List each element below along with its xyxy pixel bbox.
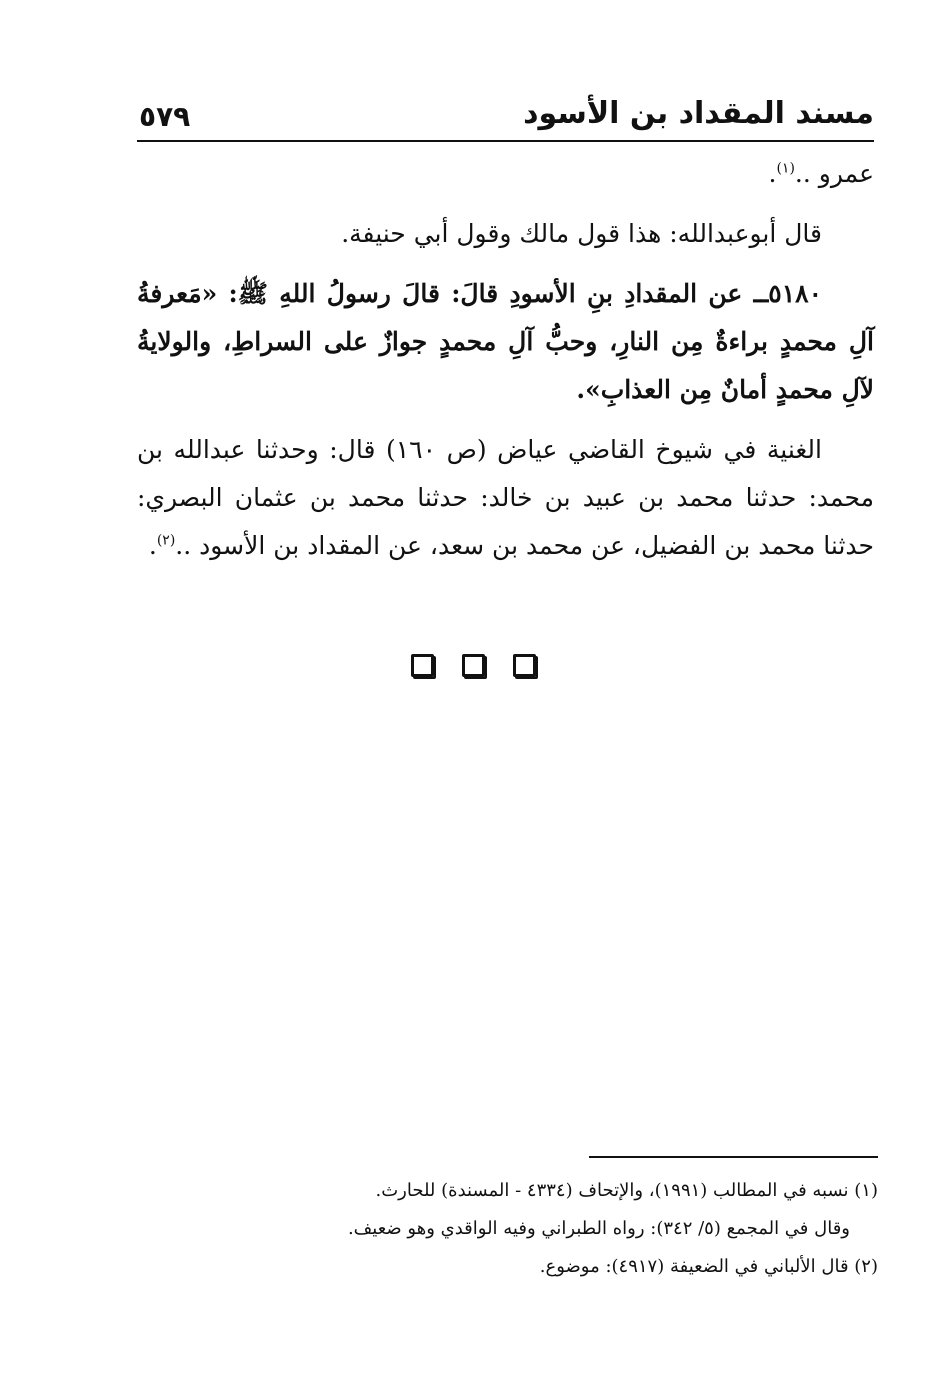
page-number: ٥٧٩ xyxy=(139,100,191,133)
footnote-2 xyxy=(137,1248,878,1286)
footnote-1-line-2: وقال في المجمع (٥/ ٣٤٢): رواه الطبراني وفيه الواقدي وهو ضعيف. xyxy=(347,1218,850,1239)
footnote-ref-1: (١) xyxy=(776,160,795,177)
running-title: مسند المقداد بن الأسود xyxy=(523,96,874,131)
source-paragraph xyxy=(137,426,874,570)
footnote-2-line-1: (٢) قال الألباني في الضعيفة (٤٩١٧): موضوع. xyxy=(539,1256,878,1277)
source-end: . xyxy=(148,531,157,560)
commentary-paragraph: قال أبوعبدالله: هذا قول مالك وقول أبي حنيفة. xyxy=(341,219,822,248)
hadith-paragraph: ٥١٨٠ــ عن المقدادِ بنِ الأسودِ قالَ: قالَ رسولُ اللهِ ﷺ: «مَعرفةُ آلِ محمدٍ براءةٌ مِن النارِ، وحبُّ آلِ محمدٍ جوازٌ على السراطِ، والولايةُ لآلِ محمدٍ أمانٌ مِن العذابِ». xyxy=(137,279,874,404)
continuation-text: عمرو .. xyxy=(794,159,874,188)
source-text: الغنية في شيوخ القاضي عياض (ص ١٦٠) قال: وحدثنا عبدالله بن محمد: حدثنا محمد بن عبيد بن خالد: حدثنا محمد بن عثمان البصري: حدثنا محمد بن الفضيل، عن محمد بن سعد، عن المقداد بن الأسود .. xyxy=(137,435,874,560)
continuation-end: . xyxy=(768,159,777,188)
separator-square-icon xyxy=(462,654,485,677)
header-rule xyxy=(137,140,874,142)
footnote-1-line-1: (١) نسبه في المطالب (١٩٩١)، والإتحاف (٤٣٣٤ - المسندة) للحارث. xyxy=(375,1180,878,1201)
separator-square-icon xyxy=(411,654,434,677)
section-separator xyxy=(0,654,947,681)
main-text xyxy=(137,150,874,582)
footnote-rule xyxy=(589,1156,878,1158)
separator-square-icon xyxy=(513,654,536,677)
footnotes xyxy=(137,1172,878,1286)
continuation-line xyxy=(137,150,874,198)
page-header xyxy=(137,96,874,136)
footnote-1 xyxy=(137,1172,878,1248)
footnote-ref-2: (٢) xyxy=(156,532,176,549)
